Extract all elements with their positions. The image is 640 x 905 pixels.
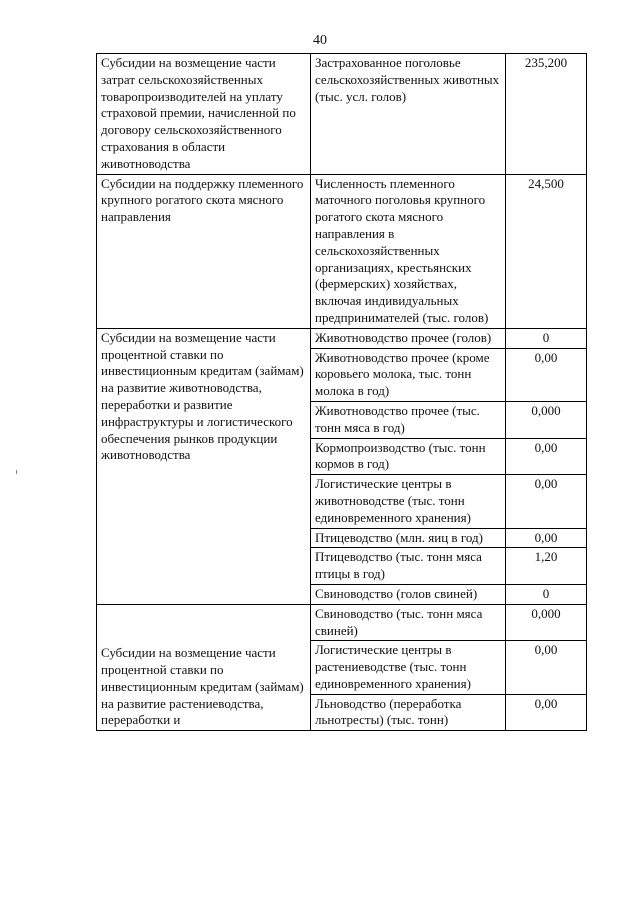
table-row [97, 604, 587, 641]
indicator-value: 24,500 [528, 175, 564, 191]
subsidy-name-cell: Субсидии на возмещение части затрат сельскохозяйственных товаропроизводителей на уплату страховой премии, начисленной по договору сельскохозяйственного страхования в области животноводства [97, 54, 311, 175]
indicator-value-cell [506, 348, 587, 401]
indicator-label-cell: Животноводство прочее (голов) [311, 328, 506, 348]
table-row [97, 328, 587, 348]
indicator-label-cell: Логистические центры в растениеводстве (тыс. тонн единовременного хранения) [311, 641, 506, 694]
indicator-value: 0,00 [534, 529, 558, 545]
indicator-label-cell: Льноводство (переработка льнотресты) (тыс. тонн) [311, 694, 506, 731]
indicator-value-cell [506, 54, 587, 175]
indicator-value-cell [506, 328, 587, 348]
indicator-value: 235,200 [524, 55, 568, 70]
indicator-value: 0,00 [534, 349, 558, 365]
indicator-value-cell [506, 548, 587, 585]
indicator-value: 0,00 [534, 476, 558, 492]
page-number: 40 [313, 33, 327, 48]
indicator-value-cell [506, 438, 587, 475]
indicator-value: 0,000 [531, 402, 561, 418]
indicator-value: 0,00 [534, 695, 558, 711]
indicator-value: 0 [542, 329, 550, 345]
indicator-label-cell: Птицеводство (млн. яиц в год) [311, 528, 506, 548]
indicator-label-cell: Птицеводство (тыс. тонн мяса птицы в год) [311, 548, 506, 585]
indicator-value-cell [506, 604, 587, 641]
indicator-label-cell: Животноводство прочее (тыс. тонн мяса в год) [311, 401, 506, 438]
indicator-label-cell: Кормопроизводство (тыс. тонн кормов в год) [311, 438, 506, 475]
indicator-value: 1,20 [534, 549, 558, 565]
indicator-label-cell: Свиноводство (голов свиней) [311, 584, 506, 604]
indicator-value-cell [506, 528, 587, 548]
indicator-value-cell [506, 641, 587, 694]
indicator-value: 0 [542, 585, 550, 601]
indicator-value: 0,00 [534, 439, 558, 455]
indicator-label-cell: Численность племенного маточного поголовья крупного рогатого скота мясного направления в сельскохозяйственных организациях, крестьянских (фермерских) хозяйствах, включая индивидуальных предпринимателей (тыс. голов) [311, 174, 506, 328]
indicator-value-cell [506, 694, 587, 731]
indicator-value-cell [506, 401, 587, 438]
subsidy-name-cell: Субсидии на возмещение части процентной ставки по инвестиционным кредитам (займам) на развитие растениеводства, переработки и [97, 604, 311, 731]
indicator-label-cell: Логистические центры в животноводстве (тыс. тонн единовременного хранения) [311, 475, 506, 528]
table-row [97, 54, 587, 175]
scan-artifact [16, 470, 17, 474]
indicator-value: 0,000 [531, 605, 561, 621]
table-row [97, 174, 587, 328]
subsidy-indicators-table [96, 53, 587, 731]
indicator-label-cell: Животноводство прочее (кроме коровьего молока, тыс. тонн молока в год) [311, 348, 506, 401]
subsidy-name-cell: Субсидии на поддержку племенного крупного рогатого скота мясного направления [97, 174, 311, 328]
indicator-value: 0,00 [534, 642, 558, 658]
subsidy-name-cell: Субсидии на возмещение части процентной ставки по инвестиционным кредитам (займам) на развитие животноводства, переработки и развитие инфраструктуры и логистического обеспечения рынков продукции животноводства [97, 328, 311, 604]
indicator-value-cell [506, 475, 587, 528]
indicator-value-cell [506, 584, 587, 604]
indicator-label-cell: Свиноводство (тыс. тонн мяса свиней) [311, 604, 506, 641]
indicator-value-cell [506, 174, 587, 328]
indicator-label-cell: Застрахованное поголовье сельскохозяйственных животных (тыс. усл. голов) [311, 54, 506, 175]
